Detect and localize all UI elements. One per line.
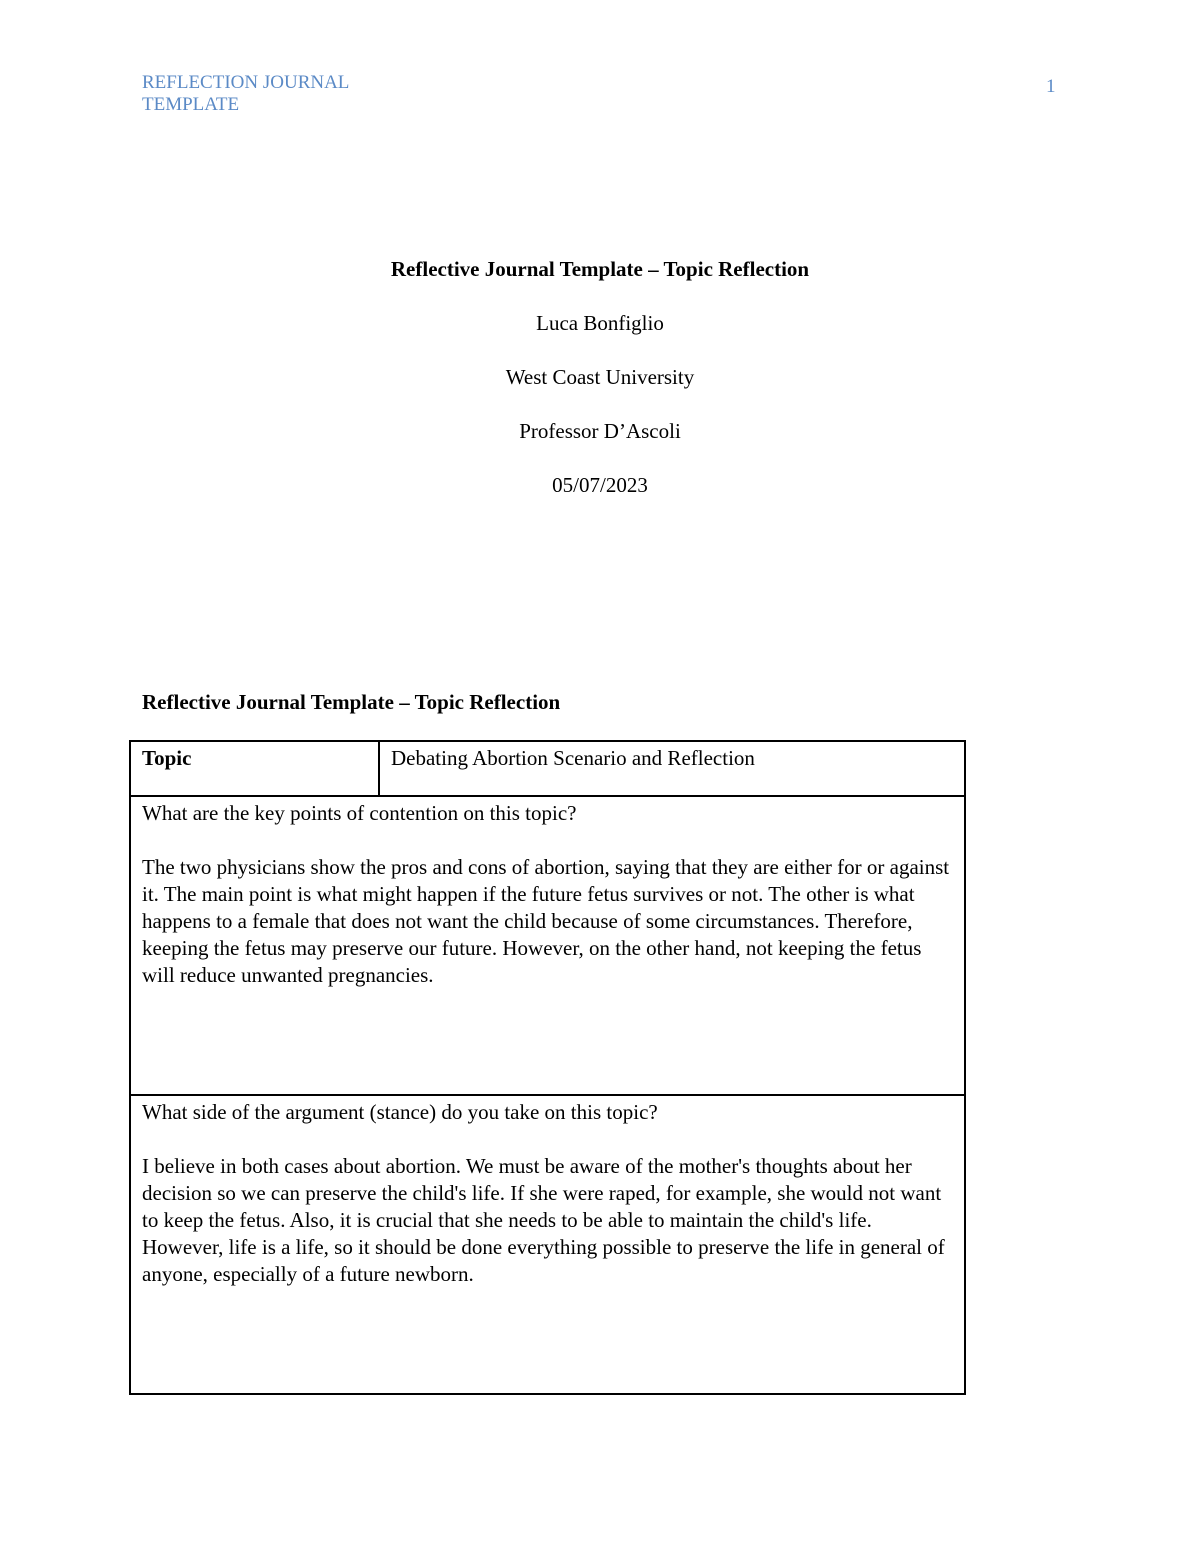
institution-name: West Coast University [505, 365, 695, 389]
contention-question: What are the key points of contention on this topic? [142, 801, 577, 825]
contention-answer: The two physicians show the pros and cons of abortion, saying that they are either for or against it. The main point is what might happen if the future fetus survives or not. The other is what happens to a female that does not want the child because of some circumstances. Therefore, keeping the fetus may preserve our future. However, on the other hand, not keeping the fetus will reduce unwanted pregnancies. [142, 855, 950, 987]
section-heading: Reflective Journal Template – Topic Reflection [142, 690, 561, 714]
topic-row [130, 741, 965, 796]
table-row [130, 796, 965, 1095]
page-number: 1 [1046, 76, 1056, 97]
author-name: Luca Bonfiglio [536, 311, 664, 335]
running-head: REFLECTION JOURNAL TEMPLATE [142, 72, 349, 115]
topic-value-cell: Debating Abortion Scenario and Reflection [379, 741, 965, 796]
contention-cell [130, 796, 965, 1095]
document-date: 05/07/2023 [552, 473, 648, 497]
title-block [0, 255, 1200, 525]
stance-answer: I believe in both cases about abortion. We must be aware of the mother's thoughts about her decision so we can preserve the child's life. If she were raped, for example, she would not want to keep the fetus. Also, it is crucial that she needs to be able to maintain the child's life. However, life is a life, so it should be done everything possible to preserve the life in general of anyone, especially of a future newborn. [142, 1154, 945, 1286]
stance-cell [130, 1095, 965, 1394]
table-row [130, 1095, 965, 1394]
stance-question: What side of the argument (stance) do you take on this topic? [142, 1100, 658, 1124]
professor-name: Professor D’Ascoli [519, 419, 681, 443]
reflection-table [129, 740, 966, 1395]
topic-label-cell: Topic [130, 741, 379, 796]
document-title: Reflective Journal Template – Topic Reflection [390, 257, 810, 281]
